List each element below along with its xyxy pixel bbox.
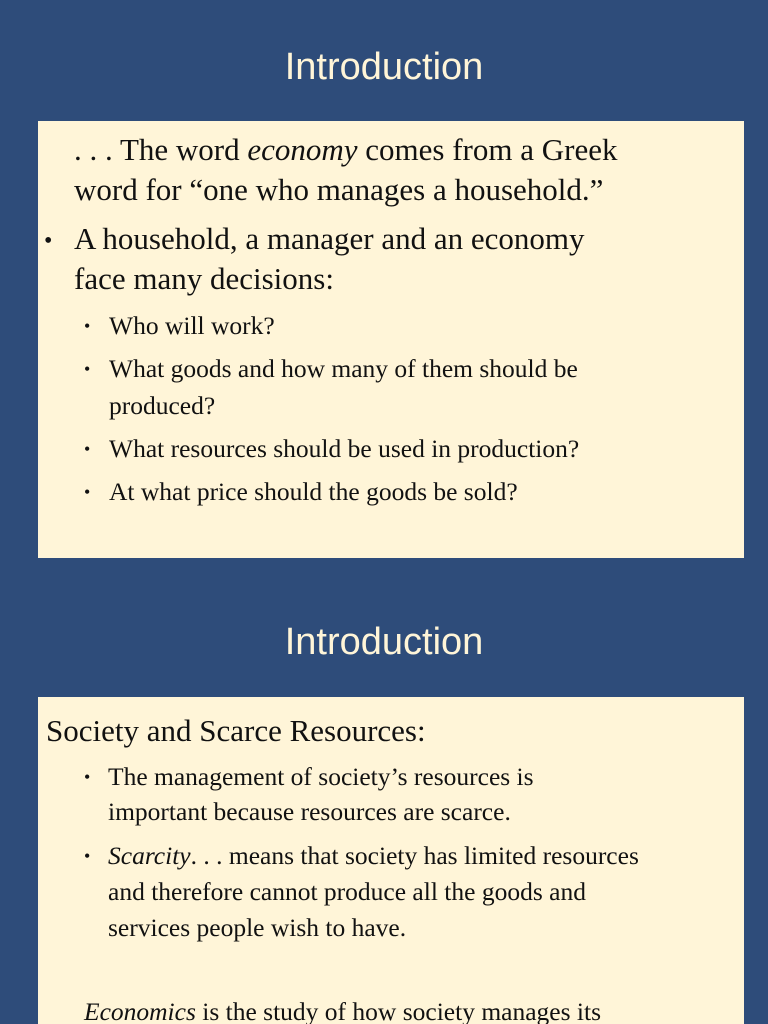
sub-bullet-icon: • — [84, 846, 91, 866]
intro-pre-text: . . . The word — [74, 132, 248, 167]
scarce-bullet-2-line-1 — [108, 838, 639, 874]
scarce-bullet-1-line-1: The management of society’s resources is — [108, 762, 534, 791]
sub-bullet-4: At what price should the goods be sold? — [109, 477, 518, 506]
slide-1-content-panel — [38, 121, 744, 558]
economics-rest-text: is the study of how society manages its — [195, 997, 602, 1024]
sub-bullet-icon: • — [84, 359, 91, 379]
slide-2-title: Introduction — [284, 621, 484, 663]
scarce-bullet-2-line-3: services people wish to have. — [108, 913, 407, 942]
intro-post-text: comes from a Greek — [357, 132, 618, 167]
scarcity-italic-word: Scarcity — [108, 841, 191, 870]
sub-bullet-1: Who will work? — [109, 311, 275, 340]
economics-italic-word: Economics — [84, 997, 196, 1024]
sub-bullet-3: What resources should be used in production? — [109, 434, 580, 463]
scarcity-rest-text: . . . means that society has limited resources — [190, 841, 639, 870]
sub-bullet-icon: • — [84, 316, 91, 336]
scarce-bullet-2-line-2: and therefore cannot produce all the goods and — [108, 877, 586, 906]
main-bullet-line-2: face many decisions: — [74, 261, 334, 296]
sub-bullet-2-line-1: What goods and how many of them should be — [109, 354, 578, 383]
slide-1-title: Introduction — [284, 46, 484, 88]
intro-line-2: word for “one who manages a household.” — [74, 172, 604, 207]
sub-bullet-icon: • — [84, 767, 91, 787]
scarce-bullet-1-line-2: important because resources are scarce. — [108, 797, 511, 826]
section-heading: Society and Scarce Resources: — [46, 713, 426, 748]
bullet-icon: • — [44, 228, 53, 254]
slide-2-content-panel — [38, 697, 744, 1024]
sub-bullet-2-line-2: produced? — [109, 391, 216, 420]
intro-line-1 — [74, 130, 617, 170]
sub-bullet-icon: • — [84, 482, 91, 502]
economics-definition — [84, 994, 601, 1024]
sub-bullet-icon: • — [84, 439, 91, 459]
intro-italic-word: economy — [247, 132, 358, 167]
main-bullet-line-1: A household, a manager and an economy — [74, 221, 585, 256]
